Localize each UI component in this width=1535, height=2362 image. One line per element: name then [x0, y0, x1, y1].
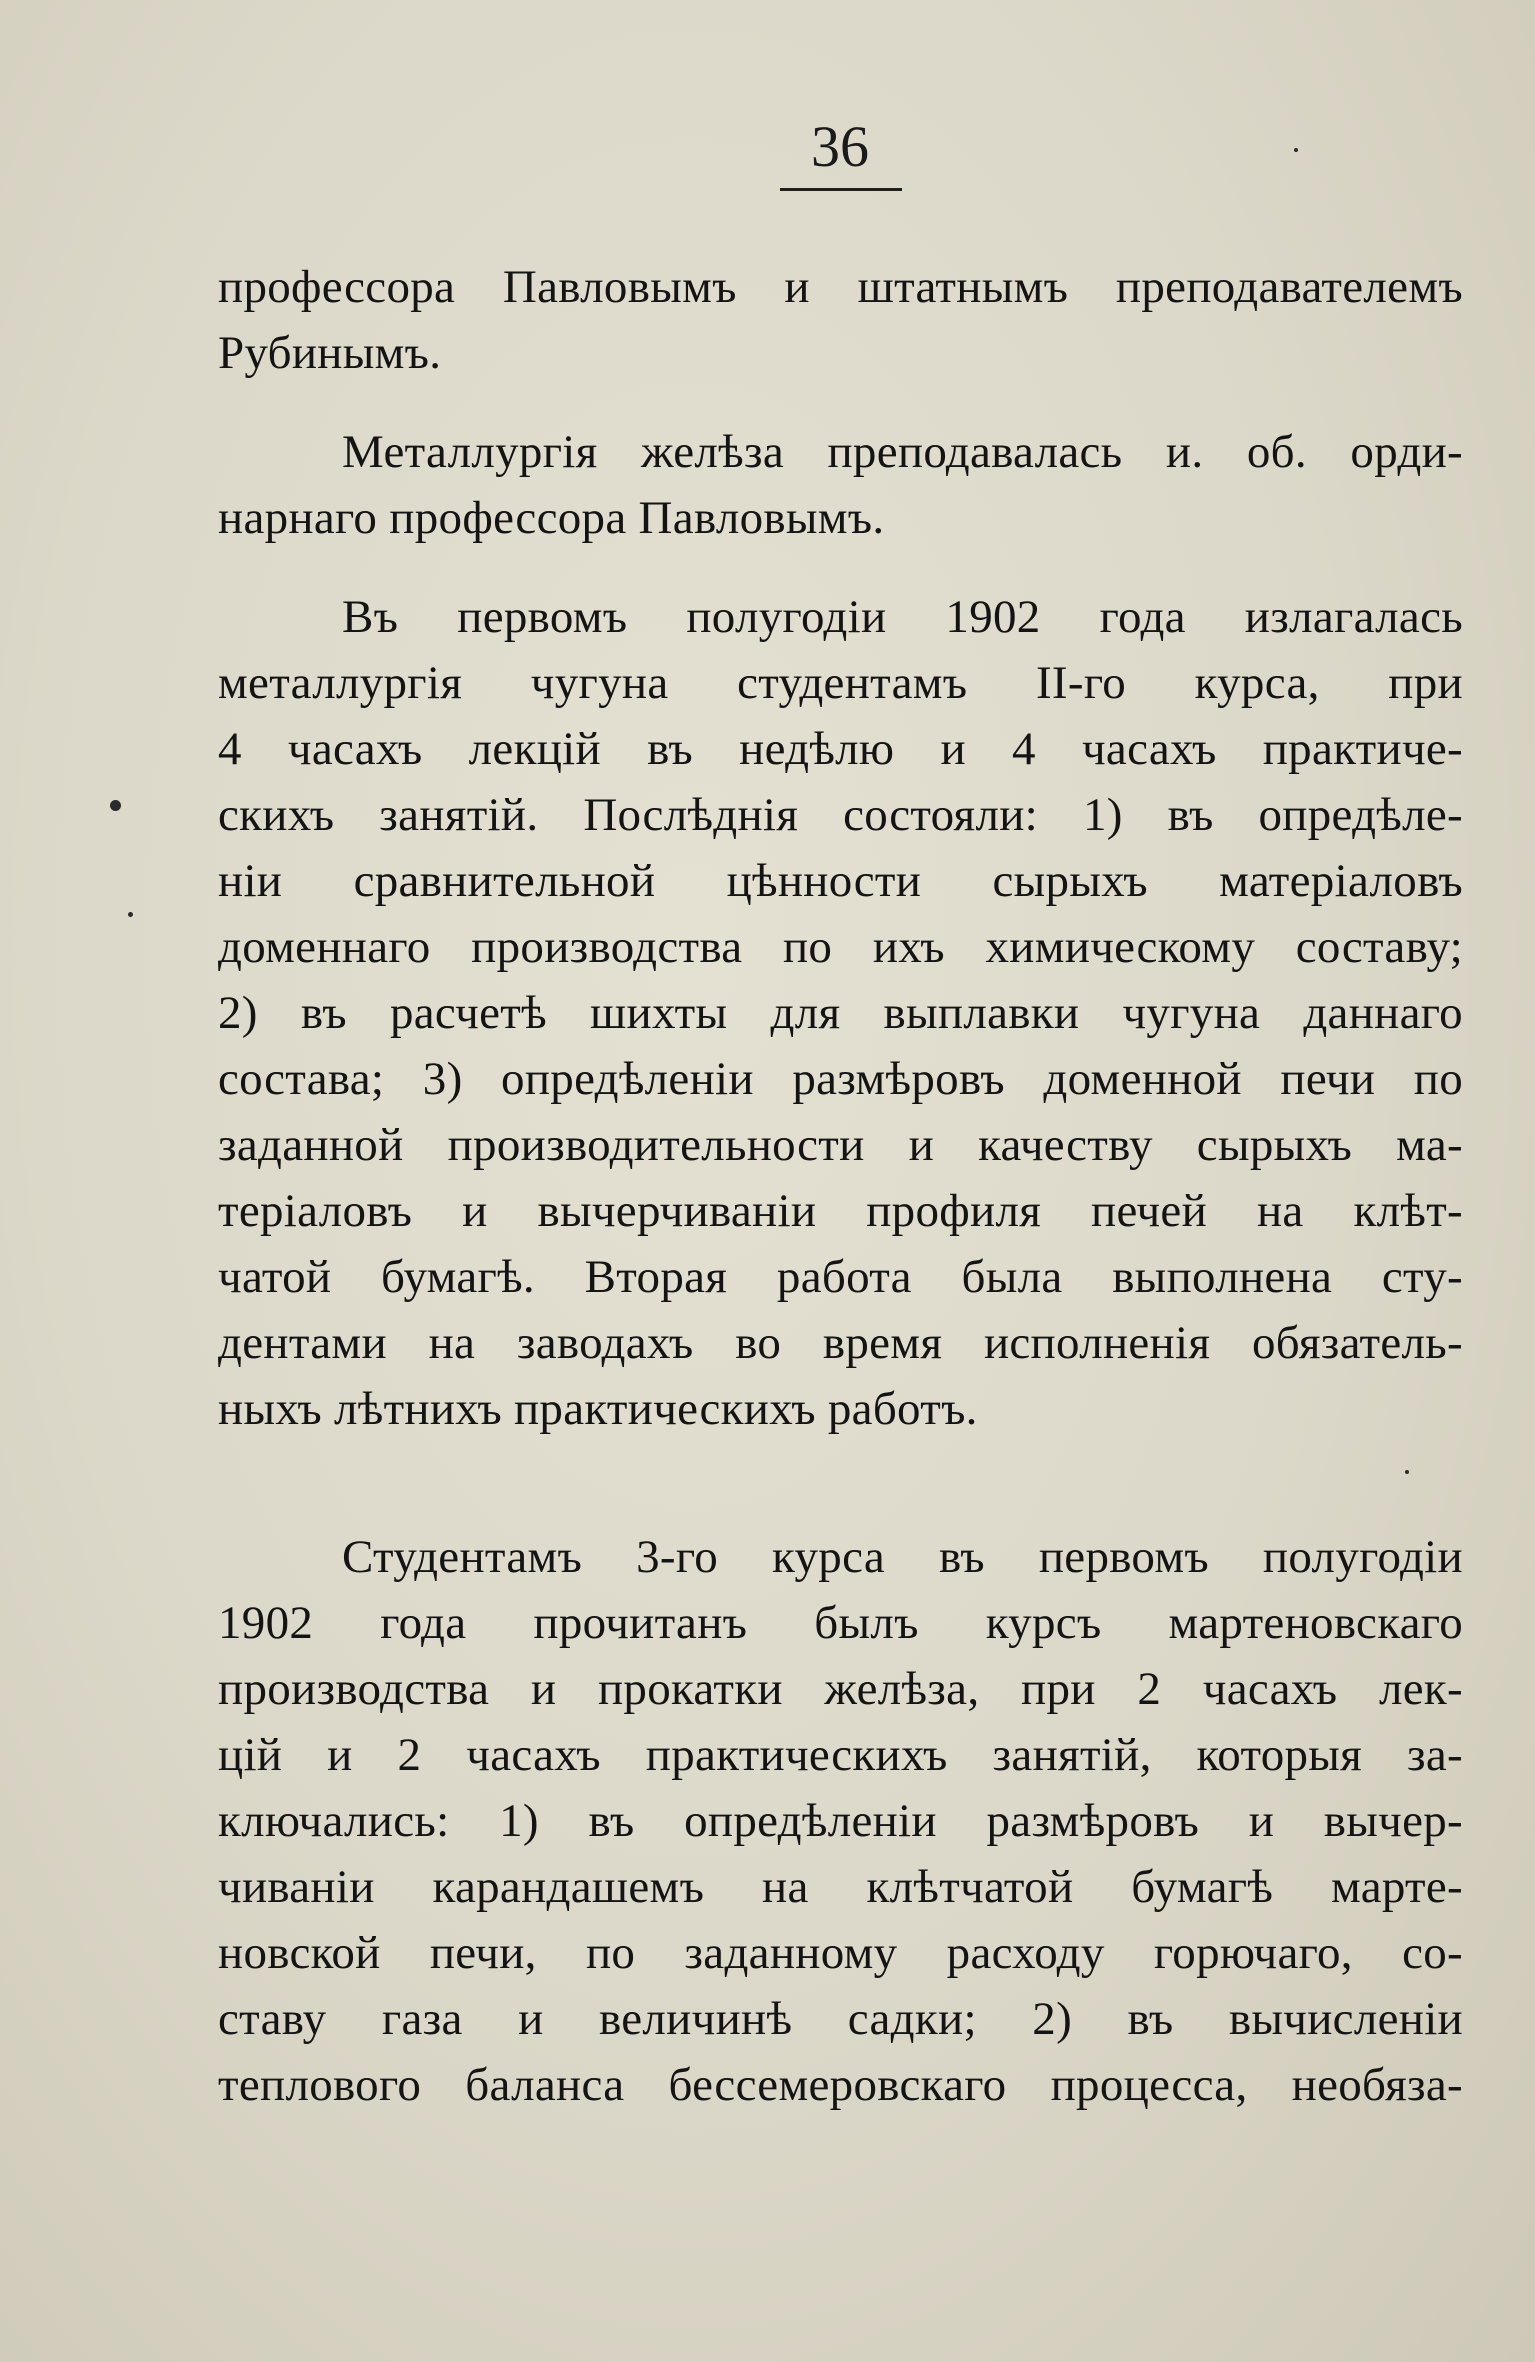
text-line: Металлургія желѣза преподавалась и. об. орди- — [342, 426, 1463, 478]
text-line: цій и 2 часахъ практическихъ занятій, которыя за- — [218, 1729, 1463, 1781]
text-line: ключались: 1) въ опредѣленіи размѣровъ и вычер- — [218, 1795, 1463, 1847]
paragraph-4 — [218, 1525, 1463, 2119]
paragraph-2 — [218, 420, 1463, 552]
margin-dot — [1294, 148, 1298, 152]
text-line: профессора Павловымъ и штатнымъ преподавателемъ — [218, 261, 1463, 313]
text-line: теплового баланса бессемеровскаго процесса, необяза- — [218, 2059, 1463, 2111]
text-line: ніи сравнительной цѣнности сырыхъ матеріаловъ — [218, 855, 1463, 907]
text-line: скихъ занятій. Послѣднія состояли: 1) въ опредѣле- — [218, 789, 1463, 841]
margin-dot — [1405, 1470, 1409, 1474]
text-line: Въ первомъ полугодіи 1902 года излагалась — [342, 591, 1463, 643]
paragraph-1 — [218, 255, 1463, 387]
text-line: чатой бумагѣ. Вторая работа была выполнена сту- — [218, 1251, 1463, 1303]
text-line: 4 часахъ лекцій въ недѣлю и 4 часахъ практиче- — [218, 723, 1463, 775]
text-line: заданной производительности и качеству сырыхъ ма- — [218, 1119, 1463, 1171]
text-line: теріаловъ и вычерчиваніи профиля печей на клѣт- — [218, 1185, 1463, 1237]
text-line: Студентамъ 3-го курса въ первомъ полугодіи — [342, 1531, 1463, 1583]
margin-dot — [128, 912, 133, 917]
paragraph-3 — [218, 585, 1463, 1443]
text-line: Рубинымъ. — [218, 327, 442, 379]
page-number-rule — [780, 188, 902, 191]
text-line: нарнаго профессора Павловымъ. — [218, 492, 885, 544]
text-line: производства и прокатки желѣза, при 2 часахъ лек- — [218, 1663, 1463, 1715]
text-line: 2) въ расчетѣ шихты для выплавки чугуна даннаго — [218, 987, 1463, 1039]
text-line: чиваніи карандашемъ на клѣтчатой бумагѣ марте- — [218, 1861, 1463, 1913]
text-line: дентами на заводахъ во время исполненія обязатель- — [218, 1317, 1463, 1369]
page-number: 36 — [811, 114, 869, 179]
text-line: ныхъ лѣтнихъ практическихъ работъ. — [218, 1383, 978, 1435]
text-line: 1902 года прочитанъ былъ курсъ мартеновскаго — [218, 1597, 1463, 1649]
text-line: металлургія чугуна студентамъ II-го курса, при — [218, 657, 1463, 709]
text-line: доменнаго производства по ихъ химическому составу; — [218, 921, 1463, 973]
margin-dot — [110, 800, 121, 811]
text-line: состава; 3) опредѣленіи размѣровъ доменной печи по — [218, 1053, 1463, 1105]
text-line: новской печи, по заданному расходу горючаго, со- — [218, 1927, 1463, 1979]
text-line: ставу газа и величинѣ садки; 2) въ вычисленіи — [218, 1993, 1463, 2045]
